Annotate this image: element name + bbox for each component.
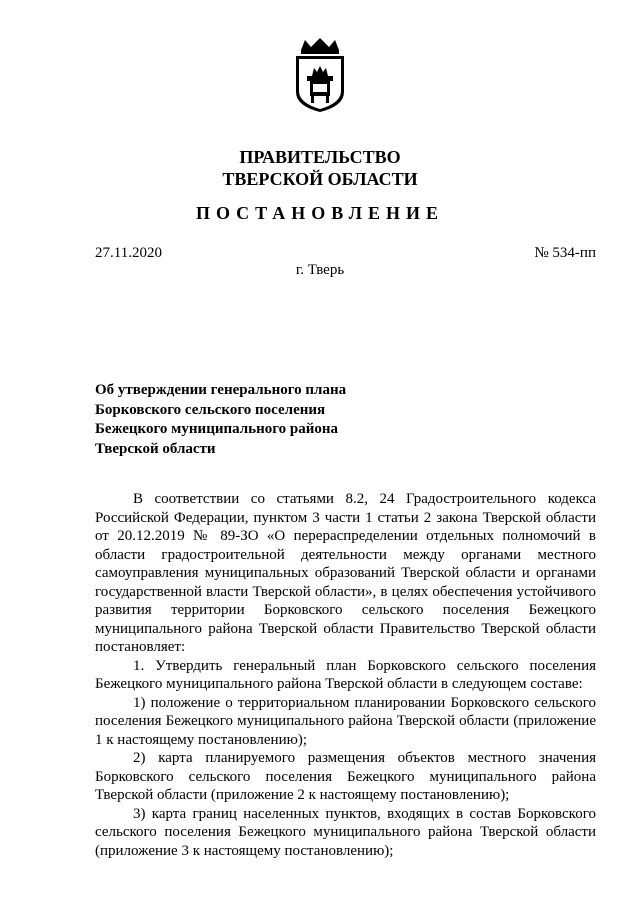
organization-line-2: ТВЕРСКОЙ ОБЛАСТИ bbox=[222, 169, 418, 189]
body-paragraph-subitem-1: 1) положение о территориальном планировании Борковского сельского поселения Бежецкого муниципального района Тверской области (приложение 1 к настоящему постановлению); bbox=[95, 694, 596, 748]
subject-line: Тверской области bbox=[95, 440, 216, 457]
body-paragraph-subitem-3: 3) карта границ населенных пунктов, входящих в состав Борковского сельского поселения Бежецкого муниципального района Тверской области (приложение 3 к настоящему постановлению); bbox=[95, 805, 596, 859]
subject-line: Борковского сельского поселения bbox=[95, 401, 326, 418]
body-paragraph-preamble: В соответствии со статьями 8.2, 24 Градостроительного кодекса Российской Федерации, пунктом 3 части 1 статьи 2 закона Тверской области от 20.12.2019 № 89-ЗО «О перераспределении отдельных полномочий в области градостроительной деятельности между органами местного самоуправления муниципальных образований Тверской области и органами государственной власти Тверской области», в целях обеспечения устойчивого развития территории Борковского сельского поселения Бежецкого муниципального района Тверской области Правительство Тверской области постановляет: bbox=[95, 491, 596, 655]
body-paragraph-subitem-2: 2) карта планируемого размещения объектов местного значения Борковского сельского поселения Бежецкого муниципального района Тверской области (приложение 2 к настоящему постановлению); bbox=[95, 750, 596, 803]
document-date: 27.11.2020 bbox=[95, 245, 162, 261]
document-number: № 534-пп bbox=[534, 245, 596, 261]
document-type: ПОСТАНОВЛЕНИЕ bbox=[195, 203, 445, 223]
document-body bbox=[95, 490, 596, 860]
organization-name bbox=[0, 146, 640, 190]
document-city: г. Тверь bbox=[295, 262, 345, 278]
body-paragraph-item-1: 1. Утвердить генеральный план Борковского сельского поселения Бежецкого муниципального района Тверской области в следующем составе: bbox=[95, 657, 596, 692]
document-subject bbox=[95, 381, 425, 459]
tver-coat-of-arms-icon bbox=[291, 36, 349, 114]
organization-line-1: ПРАВИТЕЛЬСТВО bbox=[239, 147, 401, 167]
subject-line: Бежецкого муниципального района bbox=[95, 421, 339, 437]
subject-line: Об утверждении генерального плана bbox=[95, 382, 347, 398]
